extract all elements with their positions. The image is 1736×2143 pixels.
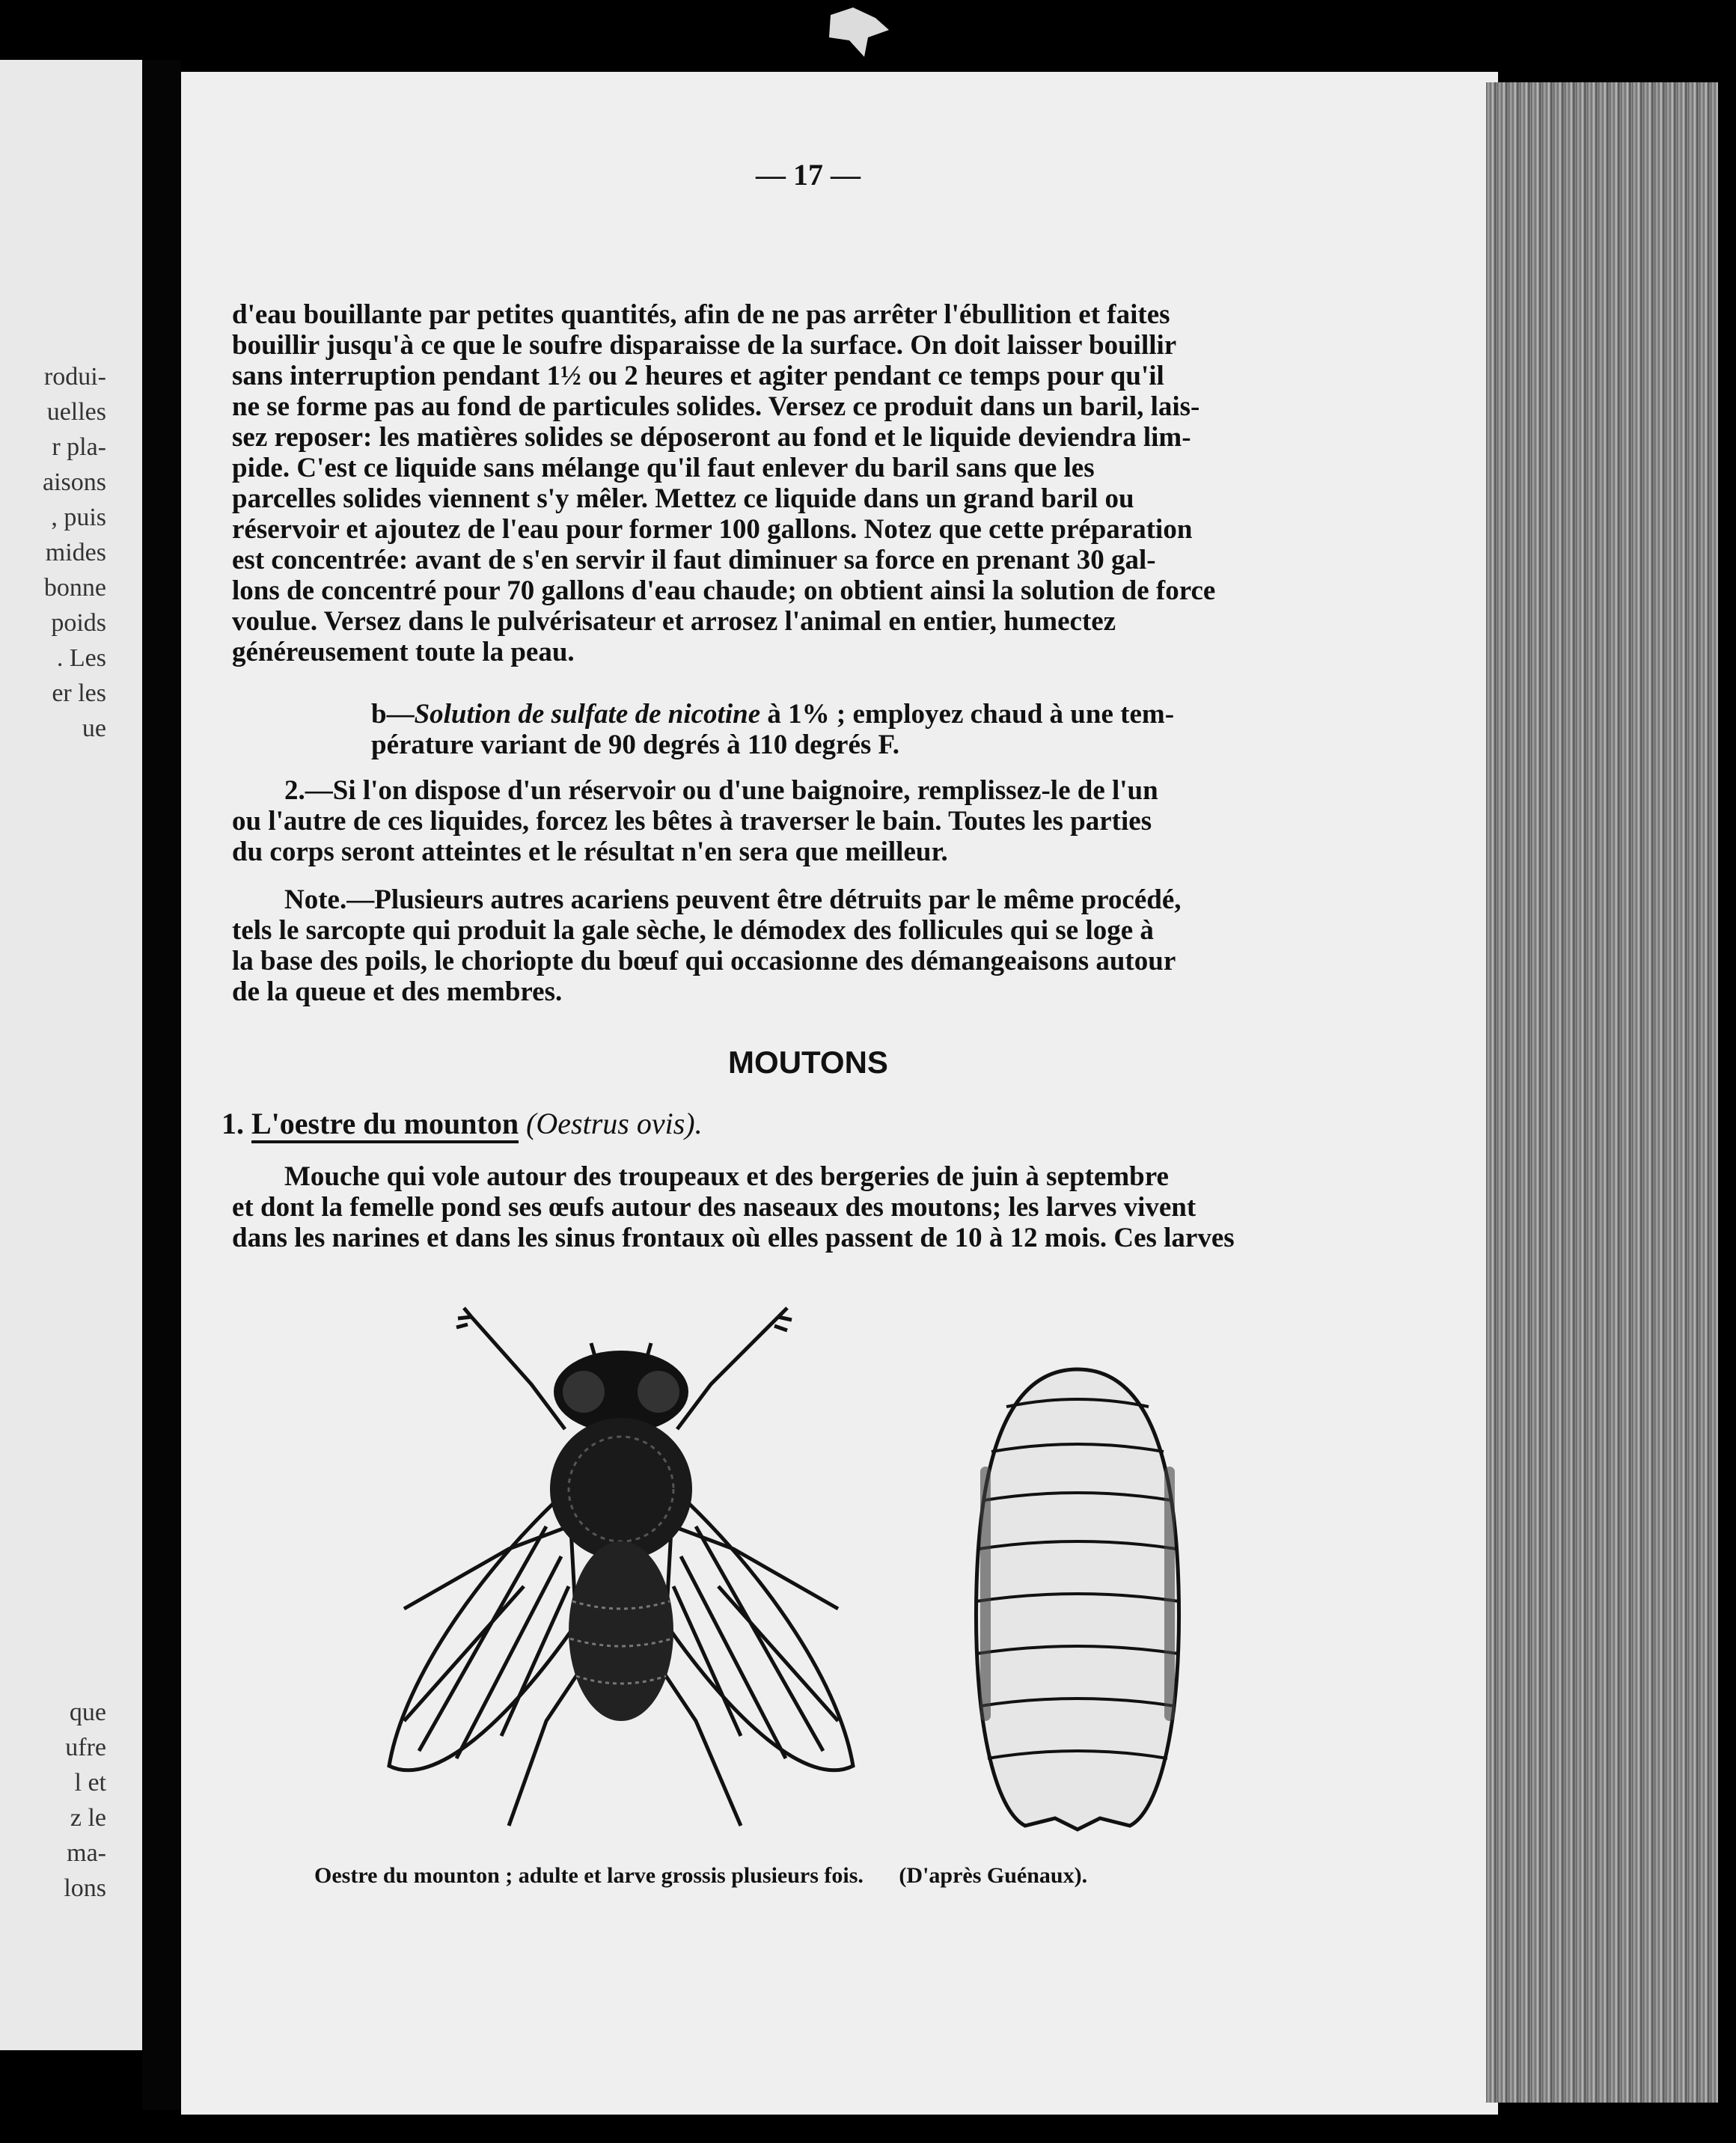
page-edges [1486, 82, 1718, 2103]
text-line: est concentrée: avant de s'en servir il faut diminuer sa force en prenant 30 gal- [232, 545, 1156, 575]
text-line: Mouche qui vole autour des troupeaux et des bergeries de juin à septembre [284, 1161, 1169, 1192]
subheading-title: L'oestre du mounton [251, 1107, 519, 1143]
text-line: parcelles solides viennent s'y mêler. Mettez ce liquide dans un grand baril ou [232, 483, 1134, 514]
text-line: la base des poils, le chorioptе du bœuf qui occasionne des démangeaisons autour [232, 946, 1176, 976]
subheading-number: 1. [221, 1107, 244, 1140]
left-fragment: l et [74, 1769, 106, 1797]
text-line: Note.—Plusieurs autres acariens peuvent être détruits par le même procédé, [284, 884, 1182, 915]
text-line: pide. C'est ce liquide sans mélange qu'il faut enlever du baril sans que les [232, 453, 1095, 483]
page-number: — 17 — [756, 158, 861, 192]
adult-fly-illustration [374, 1302, 868, 1841]
left-fragment: lons [64, 1874, 106, 1902]
italic-term: Solution de sulfate de nicotine [414, 699, 761, 730]
text-line: du corps seront atteintes et le résultat n'en sera que meilleur. [232, 837, 948, 867]
left-fragment: mides [45, 539, 106, 566]
paragraph-note [232, 884, 1339, 1007]
text-line: d'eau bouillante par petites quantités, afin de ne pas arrêter l'ébullition et faites [232, 299, 1170, 330]
left-fragment: . Les [56, 644, 106, 672]
text-line: ou l'autre de ces liquides, forcez les bêtes à traverser le bain. Toutes les parties [232, 806, 1152, 837]
caption-credit: (D'après Guénaux). [899, 1863, 1088, 1888]
text-line: dans les narines et dans les sinus frontaux où elles passent de 10 à 12 mois. Ces larves [232, 1223, 1235, 1253]
left-fragment: , puis [51, 504, 106, 531]
text-line: réservoir et ajoutez de l'eau pour former 100 gallons. Notez que cette préparation [232, 514, 1193, 545]
paragraph-sulfur-solution [232, 299, 1339, 667]
book-spine [142, 60, 181, 2110]
left-fragment: rodui- [43, 363, 106, 391]
paper-tear-mark [823, 7, 890, 60]
text-line: pérature variant de 90 degrés à 110 degrés F. [371, 730, 899, 760]
left-fragment: ue [82, 715, 106, 742]
left-fragment: r pla- [52, 433, 106, 461]
text-line: 2.—Si l'on dispose d'un réservoir ou d'une baignoire, remplissez-le de l'un [284, 775, 1158, 806]
text-line: bouillir jusqu'à ce que le soufre disparaisse de la surface. On doit laisser bouillir [232, 330, 1177, 361]
left-fragment: z le [70, 1804, 106, 1832]
paragraph-nicotine-solution [371, 699, 1339, 760]
text-line: lons de concentré pour 70 gallons d'eau chaude; on obtient ainsi la solution de force [232, 575, 1216, 606]
left-fragment: uelles [46, 398, 106, 426]
section-heading: MOUTONS [728, 1045, 888, 1080]
text-line: de la queue et des membres. [232, 976, 563, 1007]
left-fragment: poids [51, 609, 106, 637]
subheading-latin-name: (Oestrus ovis). [526, 1107, 703, 1140]
left-fragment: aisons [43, 468, 106, 496]
text-line: généreusement toute la peau. [232, 637, 575, 667]
text-line: sez reposer: les matières solides se déposeront au fond et le liquide deviendra lim- [232, 422, 1191, 453]
left-fragment: bonne [43, 574, 106, 602]
caption-text: Oestre du mounton ; adulte et larve grossis plusieurs fois. [314, 1863, 864, 1888]
left-fragment: que [69, 1699, 106, 1726]
left-fragment: ma- [67, 1839, 106, 1867]
text-line: ne se forme pas au fond de particules solides. Versez ce produit dans un baril, lais- [232, 391, 1200, 422]
paragraph-fly-description [232, 1161, 1339, 1253]
text-line: et dont la femelle pond ses œufs autour des naseaux des moutons; les larves vivent [232, 1192, 1196, 1223]
figure-caption [314, 1863, 1087, 1889]
left-fragment: ufre [65, 1734, 106, 1761]
item-prefix: b— [371, 699, 415, 730]
larva-illustration [965, 1362, 1190, 1841]
text-line: voulue. Versez dans le pulvérisateur et arrosez l'animal en entier, humectez [232, 606, 1116, 637]
text-line: sans interruption pendant 1½ ou 2 heures et agiter pendant ce temps pour qu'il [232, 361, 1164, 391]
paragraph-bath [232, 775, 1339, 867]
text-span: à 1% ; employez chaud à une tem- [760, 699, 1175, 730]
text-line [371, 699, 1339, 730]
text-line: tels le sarcopte qui produit la gale sèche, le démodex des follicules qui se loge à [232, 915, 1154, 946]
subheading [221, 1106, 703, 1141]
left-fragment: er les [52, 679, 106, 707]
